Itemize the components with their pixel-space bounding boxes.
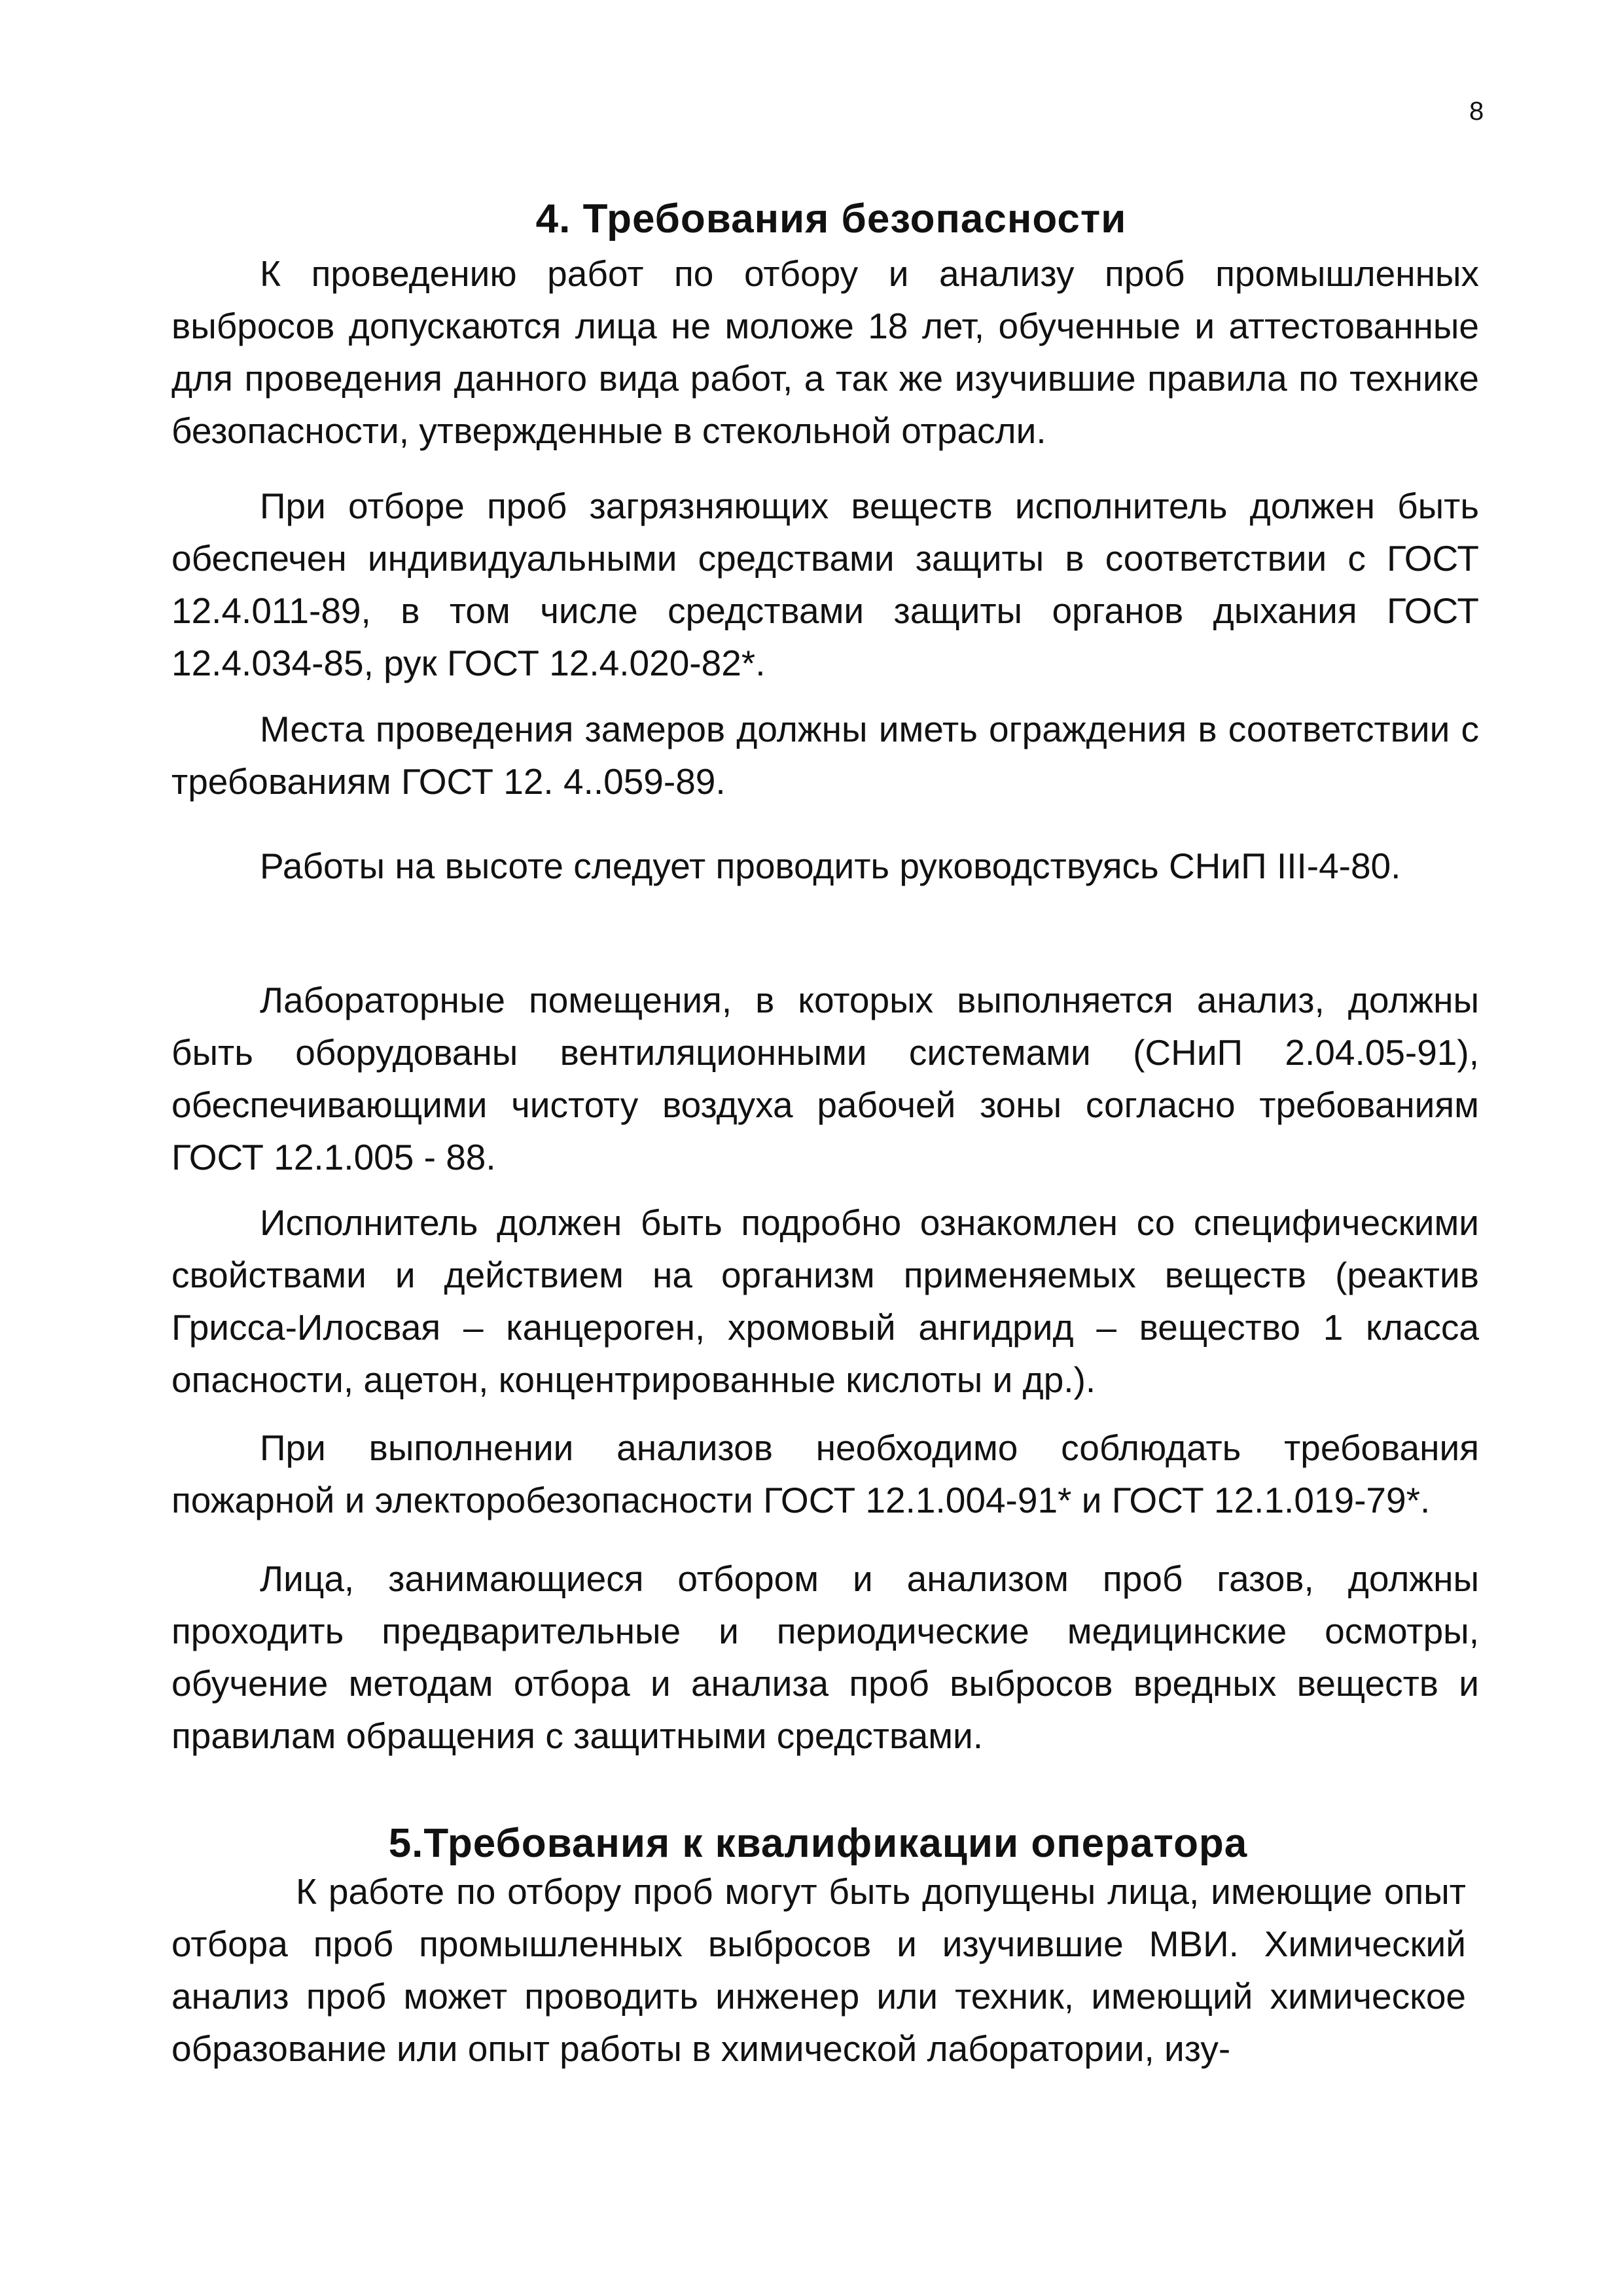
section-4-paragraph-5: Лабораторные помещения, в которых выполняется анализ, должны быть оборудованы вентиляционными системами (СНиП 2.04.05-91), обеспечивающими чистоту воздуха рабочей зоны согласно требованиям ГОСТ 12.1.005 - 88.	[171, 980, 1479, 1177]
section-4-paragraph-7: При выполнении анализов необходимо соблюдать требования пожарной и электоробезопасности ГОСТ 12.1.004-91* и ГОСТ 12.1.019-79*.	[171, 1427, 1479, 1520]
section-5-heading: 5.Требования к квалификации оператора	[388, 1821, 1248, 1867]
page-number: 8	[1469, 97, 1484, 126]
section-4-paragraph-3: Места проведения замеров должны иметь ограждения в соответствии с требованиям ГОСТ 12. 4..059-89.	[171, 709, 1479, 802]
section-4-paragraph-8: Лица, занимающиеся отбором и анализом проб газов, должны проходить предварительные и периодические медицинские осмотры, обучение методам отбора и анализа проб выбросов вредных веществ и правилам обращения с защитными средствами.	[171, 1558, 1479, 1756]
section-4-paragraph-1: К проведению работ по отбору и анализу проб промышленных выбросов допускаются лица не моложе 18 лет, обученные и аттестованные для проведения данного вида работ, а так же изучившие правила по технике безопасности, утвержденные в стекольной отрасли.	[171, 253, 1479, 451]
section-4-paragraph-4: Работы на высоте следует проводить руководствуясь СНиП III-4-80.	[260, 846, 1401, 886]
section-4-paragraph-2: При отборе проб загрязняющих веществ исполнитель должен быть обеспечен индивидуальными средствами защиты в соответствии с ГОСТ 12.4.011-89, в том числе средствами защиты органов дыхания ГОСТ 12.4.034-85, рук ГОСТ 12.4.020-82*.	[171, 486, 1479, 683]
section-4-paragraph-6: Исполнитель должен быть подробно ознакомлен со специфическими свойствами и действием на организм применяемых веществ (реактив Грисса-Илосвая – канцероген, хромовый ангидрид – вещество 1 класса опасности, ацетон, концентрированные кислоты и др.).	[171, 1202, 1479, 1400]
section-4-heading: 4. Требования безопасности	[535, 196, 1127, 242]
section-5-paragraph-1: К работе по отбору проб могут быть допущены лица, имеющие опыт отбора проб промышленных выбросов и изучившие МВИ. Химический анализ проб может проводить инженер или техник, имеющий химическое образование или опыт работы в химической лаборатории, изу-	[171, 1871, 1466, 2069]
